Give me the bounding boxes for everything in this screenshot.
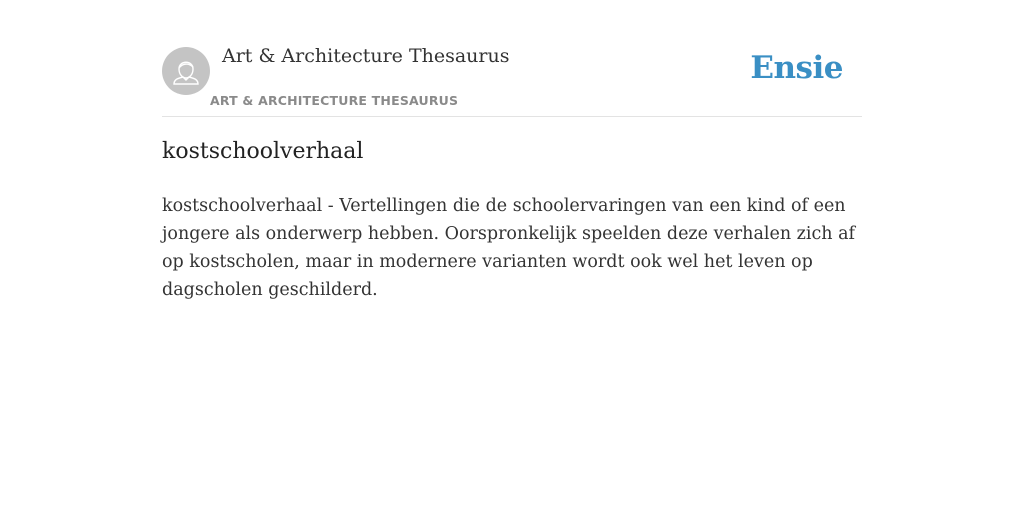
user-silhouette-icon	[162, 47, 210, 95]
term-title: kostschoolverhaal	[162, 139, 364, 164]
source-subtitle: ART & ARCHITECTURE THESAURUS	[210, 93, 459, 108]
avatar[interactable]	[162, 47, 210, 95]
brand-logo[interactable]: Ensie	[750, 50, 843, 86]
definition-text: kostschoolverhaal - Vertellingen die de schoolervaringen van een kind of een jongere als onderwerp hebben. Oorspronkelijk speelden deze verhalen zich af op kostscholen, maar in modernere varianten wordt ook wel het leven op dagscholen geschilderd.	[162, 196, 856, 300]
source-title-link[interactable]: Art & Architecture Thesaurus	[222, 45, 510, 67]
source-header	[162, 0, 862, 117]
